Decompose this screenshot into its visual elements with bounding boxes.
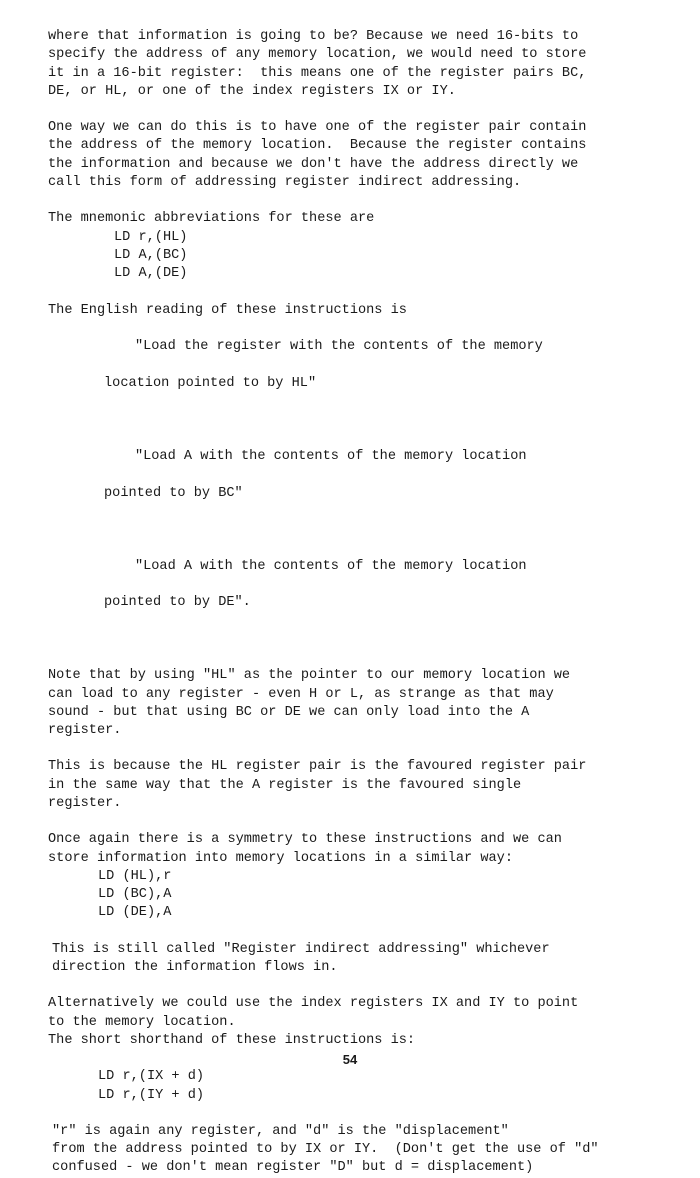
text-line: This is still called "Register indirect addressing" whichever bbox=[52, 941, 550, 957]
quote-line: pointed to by BC" bbox=[104, 485, 243, 501]
text-line: confused - we don't mean register "D" but d = displacement) bbox=[52, 1160, 534, 1176]
text-line: sound - but that using BC or DE we can only load into the A bbox=[48, 704, 530, 720]
paragraph-5 bbox=[48, 667, 678, 740]
page-number: 54 bbox=[342, 1052, 358, 1067]
text-line: The short shorthand of these instructions is: bbox=[48, 1032, 416, 1048]
text-line: where that information is going to be? Because we need 16-bits to bbox=[48, 29, 579, 44]
page-content bbox=[48, 28, 678, 1178]
text-line: Note that by using "HL" as the pointer to our memory location we bbox=[48, 668, 571, 684]
text-line: The English reading of these instructions is bbox=[48, 302, 407, 318]
text-line: store information into memory locations in a similar way: bbox=[48, 850, 513, 866]
text-line: This is because the HL register pair is the favoured register pair bbox=[48, 759, 587, 775]
text-line: Once again there is a symmetry to these instructions and we can bbox=[48, 832, 562, 848]
text-line: can load to any register - even H or L, as strange as that may bbox=[48, 686, 554, 702]
text-line: The mnemonic abbreviations for these are bbox=[48, 211, 375, 227]
text-line: from the address pointed to by IX or IY. (Don't get the use of "d" bbox=[52, 1142, 599, 1158]
paragraph-6 bbox=[48, 758, 678, 813]
quote-line: "Load A with the contents of the memory location bbox=[134, 448, 527, 464]
text-line: DE, or HL, or one of the index registers IX or IY. bbox=[48, 83, 456, 99]
text-line: register. bbox=[48, 723, 122, 739]
paragraph-9 bbox=[48, 995, 678, 1104]
text-line: specify the address of any memory location, we would need to store bbox=[48, 47, 587, 63]
text-line: register. bbox=[48, 795, 122, 811]
code-line: LD A,(DE) bbox=[114, 266, 188, 282]
code-line: LD (HL),r bbox=[98, 868, 172, 884]
text-line: "r" is again any register, and "d" is the "displacement" bbox=[52, 1123, 509, 1139]
paragraph-4 bbox=[48, 302, 678, 650]
text-line: it in a 16-bit register: this means one of the register pairs BC, bbox=[48, 65, 587, 81]
text-line: the address of the memory location. Because the register contains bbox=[48, 138, 587, 154]
quote-block bbox=[48, 320, 678, 430]
code-line: LD r,(IY + d) bbox=[98, 1087, 205, 1103]
code-line: LD r,(IX + d) bbox=[98, 1069, 205, 1085]
paragraph-8 bbox=[48, 941, 678, 978]
text-line: direction the information flows in. bbox=[52, 960, 338, 976]
text-line: in the same way that the A register is the favoured single bbox=[48, 777, 522, 793]
quote-line: "Load A with the contents of the memory location bbox=[134, 558, 527, 574]
quote-block bbox=[48, 539, 678, 649]
code-line: LD (BC),A bbox=[98, 887, 172, 903]
quote-line: "Load the register with the contents of the memory bbox=[134, 339, 543, 355]
quote-line: location pointed to by HL" bbox=[104, 375, 317, 391]
code-line: LD r,(HL) bbox=[114, 229, 188, 245]
code-line: LD A,(BC) bbox=[114, 247, 188, 263]
paragraph-2 bbox=[48, 119, 678, 192]
paragraph-3 bbox=[48, 210, 678, 283]
text-line: call this form of addressing register indirect addressing. bbox=[48, 175, 522, 191]
text-line: One way we can do this is to have one of the register pair contain bbox=[48, 120, 587, 136]
quote-block bbox=[48, 430, 678, 540]
paragraph-7 bbox=[48, 831, 678, 922]
paragraph-1 bbox=[48, 28, 678, 101]
code-line: LD (DE),A bbox=[98, 905, 172, 921]
quote-line: pointed to by DE". bbox=[104, 595, 251, 611]
text-line: the information and because we don't have the address directly we bbox=[48, 156, 579, 172]
paragraph-10 bbox=[48, 1123, 678, 1178]
text-line: to the memory location. bbox=[48, 1014, 236, 1030]
text-line: Alternatively we could use the index registers IX and IY to point bbox=[48, 996, 579, 1012]
